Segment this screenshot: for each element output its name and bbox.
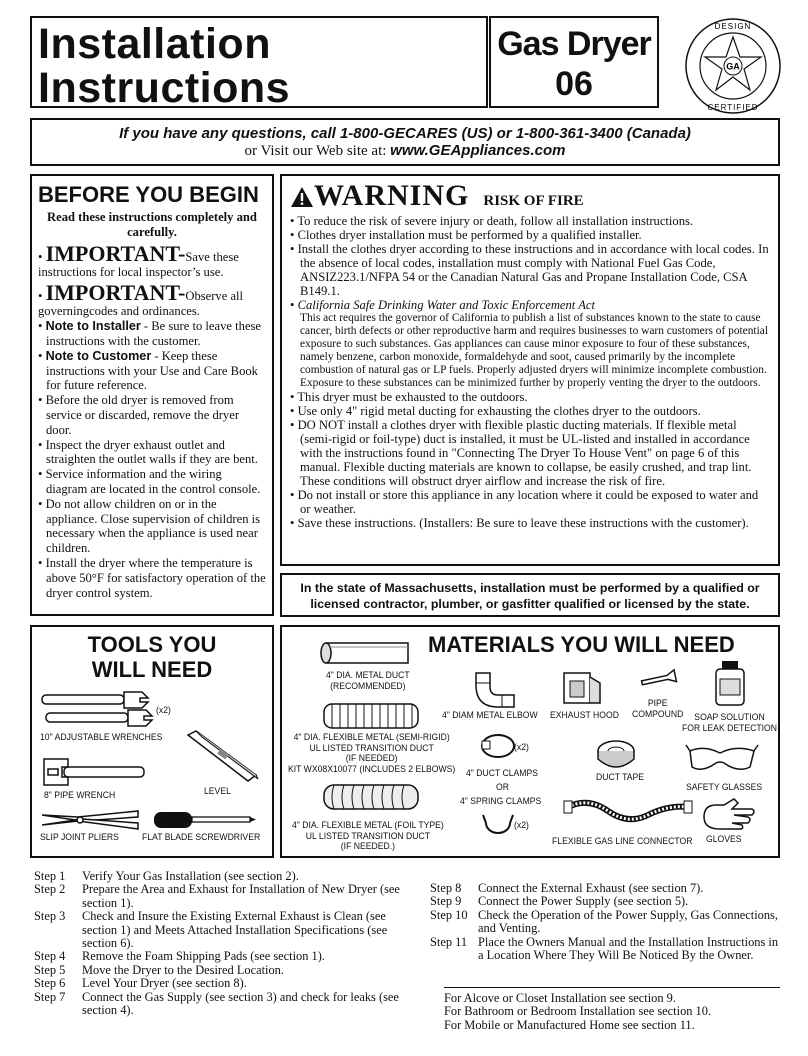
before-you-begin-panel (30, 174, 274, 616)
step-item: Step 1 Verify Your Gas Installation (see section 2). (34, 869, 299, 883)
level-label: LEVEL (204, 786, 231, 797)
warning-item: • Clothes dryer installation must be performed by a qualified installer. (290, 228, 642, 242)
spring-clamp-icon (480, 811, 516, 841)
reference-item: For Mobile or Manufactured Home see section 11. (444, 1017, 695, 1032)
section-references (444, 987, 780, 1032)
product-name: Gas Dryer (497, 25, 651, 63)
seal-top-text: DESIGN (714, 22, 752, 31)
before-you-begin-title: BEFORE YOU BEGIN (38, 182, 259, 207)
pipe-compound-icon (638, 667, 682, 695)
duct-tape-label: DUCT TAPE (596, 772, 644, 783)
elbow-label: 4" DIAM METAL ELBOW (442, 710, 538, 721)
important-save: • IMPORTANT-Save these instructions for local inspector’s use. (38, 240, 239, 279)
exhaust-hood-icon (560, 667, 604, 709)
reference-item: For Bathroom or Bedroom Installation see section 10. (444, 1004, 712, 1019)
california-act-text: This act requires the governor of California to publish a list of substances known to the state to cause cancer, birth defects or other reproductive harm and requires businesses to warn customers of potential exposure to such substances. Gas appliances can cause minor exposure to four of these substances, namely benzene, carbon monoxide, formaldehyde and soot, caused primarily by the incomplete combustion of natural gas or LP fuels. Properly adjusted dryers will minimize incomplete combustion. Exposure to these substances can be minimized further by properly venting the dryer to the outdoors. (300, 312, 768, 389)
massachusetts-notice: In the state of Massachusetts, installation must be performed by a qualified or licensed contractor, plumber, or gasfitter qualified or licensed by the state. (280, 573, 780, 617)
title-box (30, 16, 488, 112)
exhaust-hood-label: EXHAUST HOOD (550, 710, 619, 721)
semi-rigid-duct-label: 4" DIA. FLEXIBLE METAL (SEMI-RIGID) UL LISTED TRANSITION DUCT (IF NEEDED) KIT WX08X10077 (INCLUDES 2 ELBOWS) (288, 732, 456, 775)
tools-title: TOOLS YOU WILL NEED (87, 632, 217, 682)
warning-panel (280, 174, 780, 566)
warning-item: • Do not install or store this appliance in any location where it could be exposed to water and or weather. (290, 488, 759, 516)
important-observe: • IMPORTANT-Observe all governingcodes and ordinances. (38, 280, 244, 319)
materials-panel (280, 625, 780, 858)
step-item: Step 11 Place the Owners Manual and the Installation Instructions in a Location Where They Will Be Noticed By the Owner. (430, 934, 779, 963)
duct-clamp-icon (478, 731, 518, 761)
spring-clamps-label: 4" SPRING CLAMPS (460, 796, 542, 807)
slip-joint-pliers-label: SLIP JOINT PLIERS (40, 832, 119, 843)
risk-of-fire: RISK OF FIRE (483, 193, 584, 209)
duct-clamps-label: 4" DUCT CLAMPS (466, 768, 538, 779)
safety-glasses-icon (684, 739, 760, 779)
warning-triangle-icon (290, 186, 314, 208)
screwdriver-icon (150, 809, 260, 831)
warning-item: • DO NOT install a clothes dryer with flexible plastic ducting materials. If flexible metal (semi-rigid or foil-type) duct is installed, it must be UL-listed and installed in accordance with the instructions found in "Connecting The Dryer To House Vent" on page 6 of this manual. Flexible ducting materials are known to collapse, be easily crushed, and trap lint. These conditions will obstruct dryer airflow and increase the risk of fire. (290, 418, 752, 488)
duct-clamps-qty: (x2) (514, 742, 529, 753)
tools-panel (30, 625, 274, 858)
model-number: 06 (555, 65, 593, 103)
adjustable-wrenches-label: 10" ADJUSTABLE WRENCHES (40, 732, 163, 743)
safety-glasses-label: SAFETY GLASSES (686, 782, 763, 793)
foil-duct-label: 4" DIA. FLEXIBLE METAL (FOIL TYPE) UL LISTED TRANSITION DUCT (IF NEEDED.) (292, 820, 444, 852)
soap-solution-label: SOAP SOLUTION FOR LEAK DETECTION (682, 712, 777, 734)
seal-mark: GA (726, 61, 740, 72)
metal-duct-icon (316, 635, 416, 671)
note-to-customer: • Note to Customer - Keep these instructions with your Use and Care Book for future reference. (38, 348, 258, 393)
step-item: Step 8 Connect the External Exhaust (see section 7). (430, 881, 704, 895)
list-item: • Service information and the wiring diagram are located in the control console. (38, 467, 261, 496)
step-item: Step 10 Check the Operation of the Power Supply, Gas Connections, and Venting. (430, 907, 778, 936)
reference-item: For Alcove or Closet Installation see section 9. (444, 991, 676, 1005)
step-item: Step 4 Remove the Foam Shipping Pads (see section 1). (34, 949, 325, 964)
spring-clamps-qty: (x2) (514, 820, 529, 831)
pipe-wrench-icon (38, 755, 148, 791)
or-label: OR (496, 782, 509, 793)
adjustable-wrench-icon (38, 689, 158, 731)
warning-item: • Install the clothes dryer according to these instructions and in accordance with local codes. In the absence of local codes, installation must comply with National Fuel Gas Code, ANSIZ223.1/NFPA 54 or the Canadian Natural Gas and Propane Installation Code, CSA B149.1. (290, 242, 769, 298)
wrench-qty: (x2) (156, 705, 171, 716)
list-item: • Inspect the dryer exhaust outlet and straighten the outlet walls if they are bent. (38, 437, 258, 467)
gas-line-connector-icon (562, 793, 696, 833)
warning-item: • Use only 4" rigid metal ducting for exhausting the clothes dryer to the outdoors. (290, 404, 701, 418)
soap-solution-icon (710, 657, 750, 709)
screwdriver-label: FLAT BLADE SCREWDRIVER (142, 832, 261, 843)
step-item: Step 7 Connect the Gas Supply (see section 3) and check for leaks (see section 4). (34, 989, 399, 1018)
warning-item: • To reduce the risk of severe injury or death, follow all installation instructions. (290, 214, 694, 228)
list-item: • Install the dryer where the temperature is above 50°F for satisfactory operation of the dryer control system. (38, 555, 266, 600)
design-certified-seal-icon (683, 16, 783, 116)
step-item: Step 9 Connect the Power Supply (see section 5). (430, 894, 689, 909)
step-item: Step 3 Check and Insure the Existing External Exhaust is Clean (see section 1) and Meets Attached Installation Specifications (see section 6). (34, 909, 388, 951)
semi-rigid-duct-icon (316, 699, 422, 733)
gloves-icon (698, 797, 758, 833)
note-to-installer: • Note to Installer - Be sure to leave these instructions with the customer. (38, 319, 262, 348)
foil-duct-icon (316, 779, 422, 815)
duct-tape-icon (594, 737, 640, 771)
contact-box (30, 118, 780, 166)
warning-item: • This dryer must be exhausted to the outdoors. (290, 390, 528, 404)
step-item: Step 5 Move the Dryer to the Desired Location. (34, 962, 284, 977)
slip-joint-pliers-icon (38, 807, 143, 833)
materials-title: MATERIALS YOU WILL NEED (428, 632, 735, 657)
before-you-begin-intro: Read these instructions completely and carefully. (47, 210, 257, 239)
model-box (489, 16, 659, 108)
website-link[interactable]: www.GEAppliances.com (390, 142, 566, 159)
pipe-wrench-label: 8" PIPE WRENCH (44, 790, 116, 801)
pipe-compound-label: PIPE COMPOUND (632, 698, 684, 720)
contact-phone: If you have any questions, call 1-800-GECARES (US) or 1-800-361-3400 (Canada) (119, 125, 691, 142)
contact-web-prefix: or Visit our Web site at: (244, 143, 387, 159)
list-item: • Before the old dryer is removed from service or discarded, remove the dryer door. (38, 393, 240, 437)
gloves-label: GLOVES (706, 834, 742, 845)
step-item: Step 2 Prepare the Area and Exhaust for Installation of New Dryer (see section 1). (34, 882, 400, 910)
warning-word: WARNING (314, 179, 470, 212)
metal-duct-label: 4" DIA. METAL DUCT (RECOMMENDED) (326, 670, 410, 692)
list-item: • Do not allow children on or in the appliance. Close supervision of children is necessary when the appliance is used near children. (38, 496, 261, 556)
warning-item: • California Safe Drinking Water and Toxic Enforcement Act (290, 298, 596, 312)
warning-item: • Save these instructions. (Installers: Be sure to leave these instructions with the customer). (290, 516, 749, 530)
title-line-2: Instructions (38, 64, 291, 112)
title-line-1: Installation (38, 20, 271, 68)
installation-steps (34, 870, 780, 1050)
step-item: Step 6 Level Your Dryer (see section 8). (34, 976, 247, 991)
gas-line-label: FLEXIBLE GAS LINE CONNECTOR (552, 836, 693, 847)
level-icon (182, 727, 262, 787)
seal-bottom-text: CERTIFIED (707, 103, 759, 112)
metal-elbow-icon (472, 669, 518, 709)
